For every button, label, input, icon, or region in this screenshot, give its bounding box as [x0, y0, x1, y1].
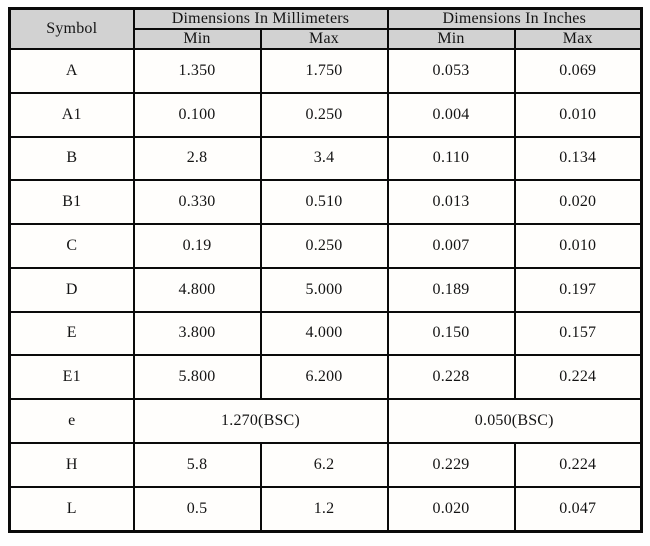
header-mm-max: Max — [261, 29, 388, 49]
table-body — [10, 49, 642, 532]
table-row-A1 — [10, 93, 642, 137]
cell-in-max: 0.047 — [515, 487, 642, 532]
cell-symbol: C — [10, 224, 134, 268]
cell-symbol: e — [10, 399, 134, 443]
cell-symbol: D — [10, 268, 134, 312]
cell-in-min: 0.053 — [388, 49, 515, 93]
table-row-A — [10, 49, 642, 93]
cell-symbol: A1 — [10, 93, 134, 137]
cell-symbol: B — [10, 137, 134, 181]
cell-mm-max: 0.510 — [261, 180, 388, 224]
cell-mm-min: 0.330 — [134, 180, 261, 224]
cell-in-min: 0.150 — [388, 312, 515, 356]
cell-mm-max: 1.2 — [261, 487, 388, 532]
cell-in-max: 0.069 — [515, 49, 642, 93]
cell-mm-min: 1.350 — [134, 49, 261, 93]
cell-in-bsc: 0.050(BSC) — [388, 399, 642, 443]
cell-symbol: B1 — [10, 180, 134, 224]
table-row-C — [10, 224, 642, 268]
cell-in-max: 0.010 — [515, 93, 642, 137]
cell-in-min: 0.189 — [388, 268, 515, 312]
cell-mm-max: 6.200 — [261, 355, 388, 399]
cell-symbol: E1 — [10, 355, 134, 399]
cell-in-min: 0.007 — [388, 224, 515, 268]
cell-in-min: 0.013 — [388, 180, 515, 224]
table-row-E — [10, 312, 642, 356]
cell-in-min: 0.228 — [388, 355, 515, 399]
cell-mm-max: 6.2 — [261, 443, 388, 487]
cell-mm-min: 0.19 — [134, 224, 261, 268]
cell-in-max: 0.197 — [515, 268, 642, 312]
cell-mm-max: 5.000 — [261, 268, 388, 312]
table-row-H — [10, 443, 642, 487]
header-row-groups — [10, 9, 642, 30]
cell-mm-min: 0.5 — [134, 487, 261, 532]
cell-in-max: 0.010 — [515, 224, 642, 268]
cell-symbol: E — [10, 312, 134, 356]
cell-in-max: 0.134 — [515, 137, 642, 181]
header-in-max: Max — [515, 29, 642, 49]
dimensions-table — [8, 7, 643, 533]
header-mm-min: Min — [134, 29, 261, 49]
header-symbol: Symbol — [10, 9, 134, 50]
cell-in-min: 0.020 — [388, 487, 515, 532]
cell-in-max: 0.224 — [515, 443, 642, 487]
cell-mm-min: 5.8 — [134, 443, 261, 487]
cell-mm-min: 0.100 — [134, 93, 261, 137]
table-row-L — [10, 487, 642, 532]
header-in-min: Min — [388, 29, 515, 49]
cell-in-min: 0.229 — [388, 443, 515, 487]
table-row-D — [10, 268, 642, 312]
cell-in-max: 0.020 — [515, 180, 642, 224]
cell-mm-min: 5.800 — [134, 355, 261, 399]
cell-in-max: 0.224 — [515, 355, 642, 399]
table-row-B — [10, 137, 642, 181]
cell-in-min: 0.110 — [388, 137, 515, 181]
cell-symbol: A — [10, 49, 134, 93]
table-row-E1 — [10, 355, 642, 399]
header-inch-group: Dimensions In Inches — [388, 9, 642, 30]
cell-mm-min: 4.800 — [134, 268, 261, 312]
cell-mm-bsc: 1.270(BSC) — [134, 399, 388, 443]
cell-in-max: 0.157 — [515, 312, 642, 356]
cell-in-min: 0.004 — [388, 93, 515, 137]
header-mm-group: Dimensions In Millimeters — [134, 9, 388, 30]
cell-mm-max: 4.000 — [261, 312, 388, 356]
cell-mm-max: 1.750 — [261, 49, 388, 93]
cell-symbol: H — [10, 443, 134, 487]
table-row-e-merged — [10, 399, 642, 443]
table-row-B1 — [10, 180, 642, 224]
cell-symbol: L — [10, 487, 134, 532]
cell-mm-min: 3.800 — [134, 312, 261, 356]
table-header — [10, 9, 642, 50]
cell-mm-max: 0.250 — [261, 93, 388, 137]
cell-mm-min: 2.8 — [134, 137, 261, 181]
cell-mm-max: 0.250 — [261, 224, 388, 268]
cell-mm-max: 3.4 — [261, 137, 388, 181]
